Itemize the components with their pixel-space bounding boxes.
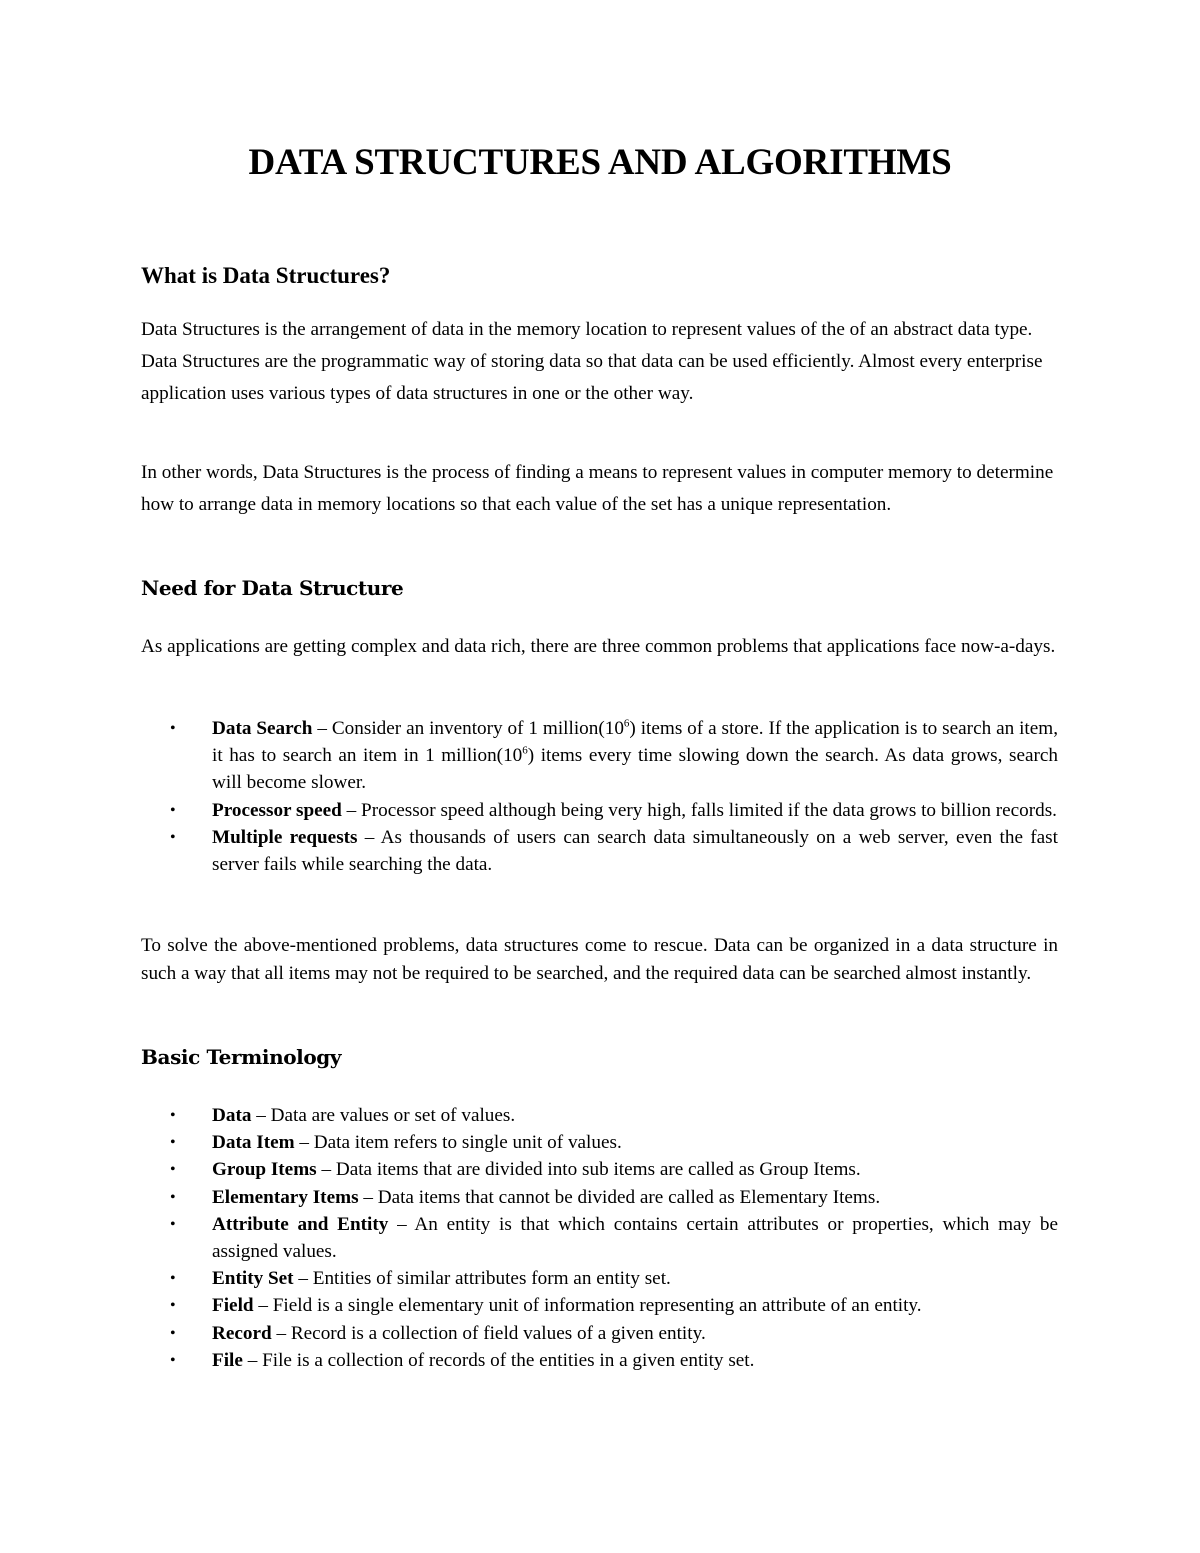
term-label: Attribute and Entity xyxy=(212,1213,389,1235)
bullet-icon: • xyxy=(170,720,176,737)
heading-what-is-data-structures: What is Data Structures? xyxy=(141,263,391,288)
term-label: Data Item xyxy=(212,1132,295,1154)
list-item-group-items: • Group Items – Data items that are divided into sub items are called as Group Items. xyxy=(141,1156,1058,1183)
bullet-icon: • xyxy=(170,1215,176,1233)
term-label: Record xyxy=(212,1322,272,1344)
list-item-attribute-and-entity: • Attribute and Entity – An entity is that which contains certain attributes or properties, which may be assigned values. xyxy=(141,1211,1058,1265)
bullet-icon: • xyxy=(170,1188,176,1206)
bullet-icon: • xyxy=(170,1324,176,1342)
list-item-record: • Record – Record is a collection of field values of a given entity. xyxy=(141,1320,1058,1347)
term-label: Elementary Items xyxy=(212,1186,359,1208)
list-item-processor-speed: • Processor speed – Processor speed although being very high, falls limited if the data grows to billion records. xyxy=(141,797,1058,824)
document-title: DATA STRUCTURES AND ALGORITHMS xyxy=(248,142,952,183)
bullet-icon: • xyxy=(170,1161,176,1179)
term-label: Processor speed xyxy=(212,799,342,821)
bullet-icon: • xyxy=(170,1297,176,1315)
term-label: Group Items xyxy=(212,1159,317,1181)
list-item-data: • Data – Data are values or set of values. xyxy=(141,1102,1058,1129)
bullet-icon: • xyxy=(170,1270,176,1288)
heading-basic-terminology: Basic Terminology xyxy=(141,1045,342,1069)
need-bullet-list xyxy=(141,715,1058,878)
bullet-icon: • xyxy=(170,1107,176,1124)
term-label: Data Search xyxy=(212,718,313,739)
list-item-file: • File – File is a collection of records of the entities in a given entity set. xyxy=(141,1347,1058,1374)
paragraph-need-conclusion: To solve the above-mentioned problems, data structures come to rescue. Data can be organized in a data structure in such a way that all items may not be required to be searched, and the required data can be searched almost instantly. xyxy=(141,935,1058,984)
bullet-icon: • xyxy=(170,1134,176,1152)
list-item-elementary-items: • Elementary Items – Data items that cannot be divided are called as Elementary Items. xyxy=(141,1184,1058,1211)
paragraph-need-intro: As applications are getting complex and data rich, there are three common problems that applications face now-a-days. xyxy=(141,636,1056,657)
paragraph-definition: Data Structures is the arrangement of data in the memory location to represent values of the of an abstract data type. Data Structures are the programmatic way of storing data so that data can be used efficiently. Almost every enterprise application uses various types of data structures in one or the other way. xyxy=(141,319,1043,404)
heading-need-for-data-structure: Need for Data Structure xyxy=(141,576,404,600)
paragraph-other-words: In other words, Data Structures is the process of finding a means to represent values in computer memory to determine how to arrange data in memory locations so that each value of the set has a unique representation. xyxy=(141,462,1054,515)
list-item-field: • Field – Field is a single elementary unit of information representing an attribute of an entity. xyxy=(141,1292,1058,1319)
bullet-icon: • xyxy=(170,801,176,819)
terminology-bullet-list xyxy=(141,1102,1058,1374)
list-item-data-search: • Data Search – Consider an inventory of 1 $million(10^6)$ items of a store. If the application is to search an item, it has to search an item in 1 $million(10^6)$ items every time slowing down the search. As data grows, search will become slower. xyxy=(141,715,1058,797)
term-label: File xyxy=(212,1349,243,1371)
term-label: Data xyxy=(212,1105,252,1126)
list-item-multiple-requests: • Multiple requests – As thousands of users can search data simultaneously on a web server, even the fast server fails while searching the data. xyxy=(141,824,1058,878)
bullet-icon: • xyxy=(170,828,176,846)
bullet-icon: • xyxy=(170,1351,176,1369)
term-label: Entity Set xyxy=(212,1268,294,1290)
term-label: Multiple requests xyxy=(212,826,358,848)
list-item-entity-set: • Entity Set – Entities of similar attributes form an entity set. xyxy=(141,1265,1058,1292)
term-label: Field xyxy=(212,1295,254,1317)
list-item-data-item: • Data Item – Data item refers to single unit of values. xyxy=(141,1129,1058,1156)
